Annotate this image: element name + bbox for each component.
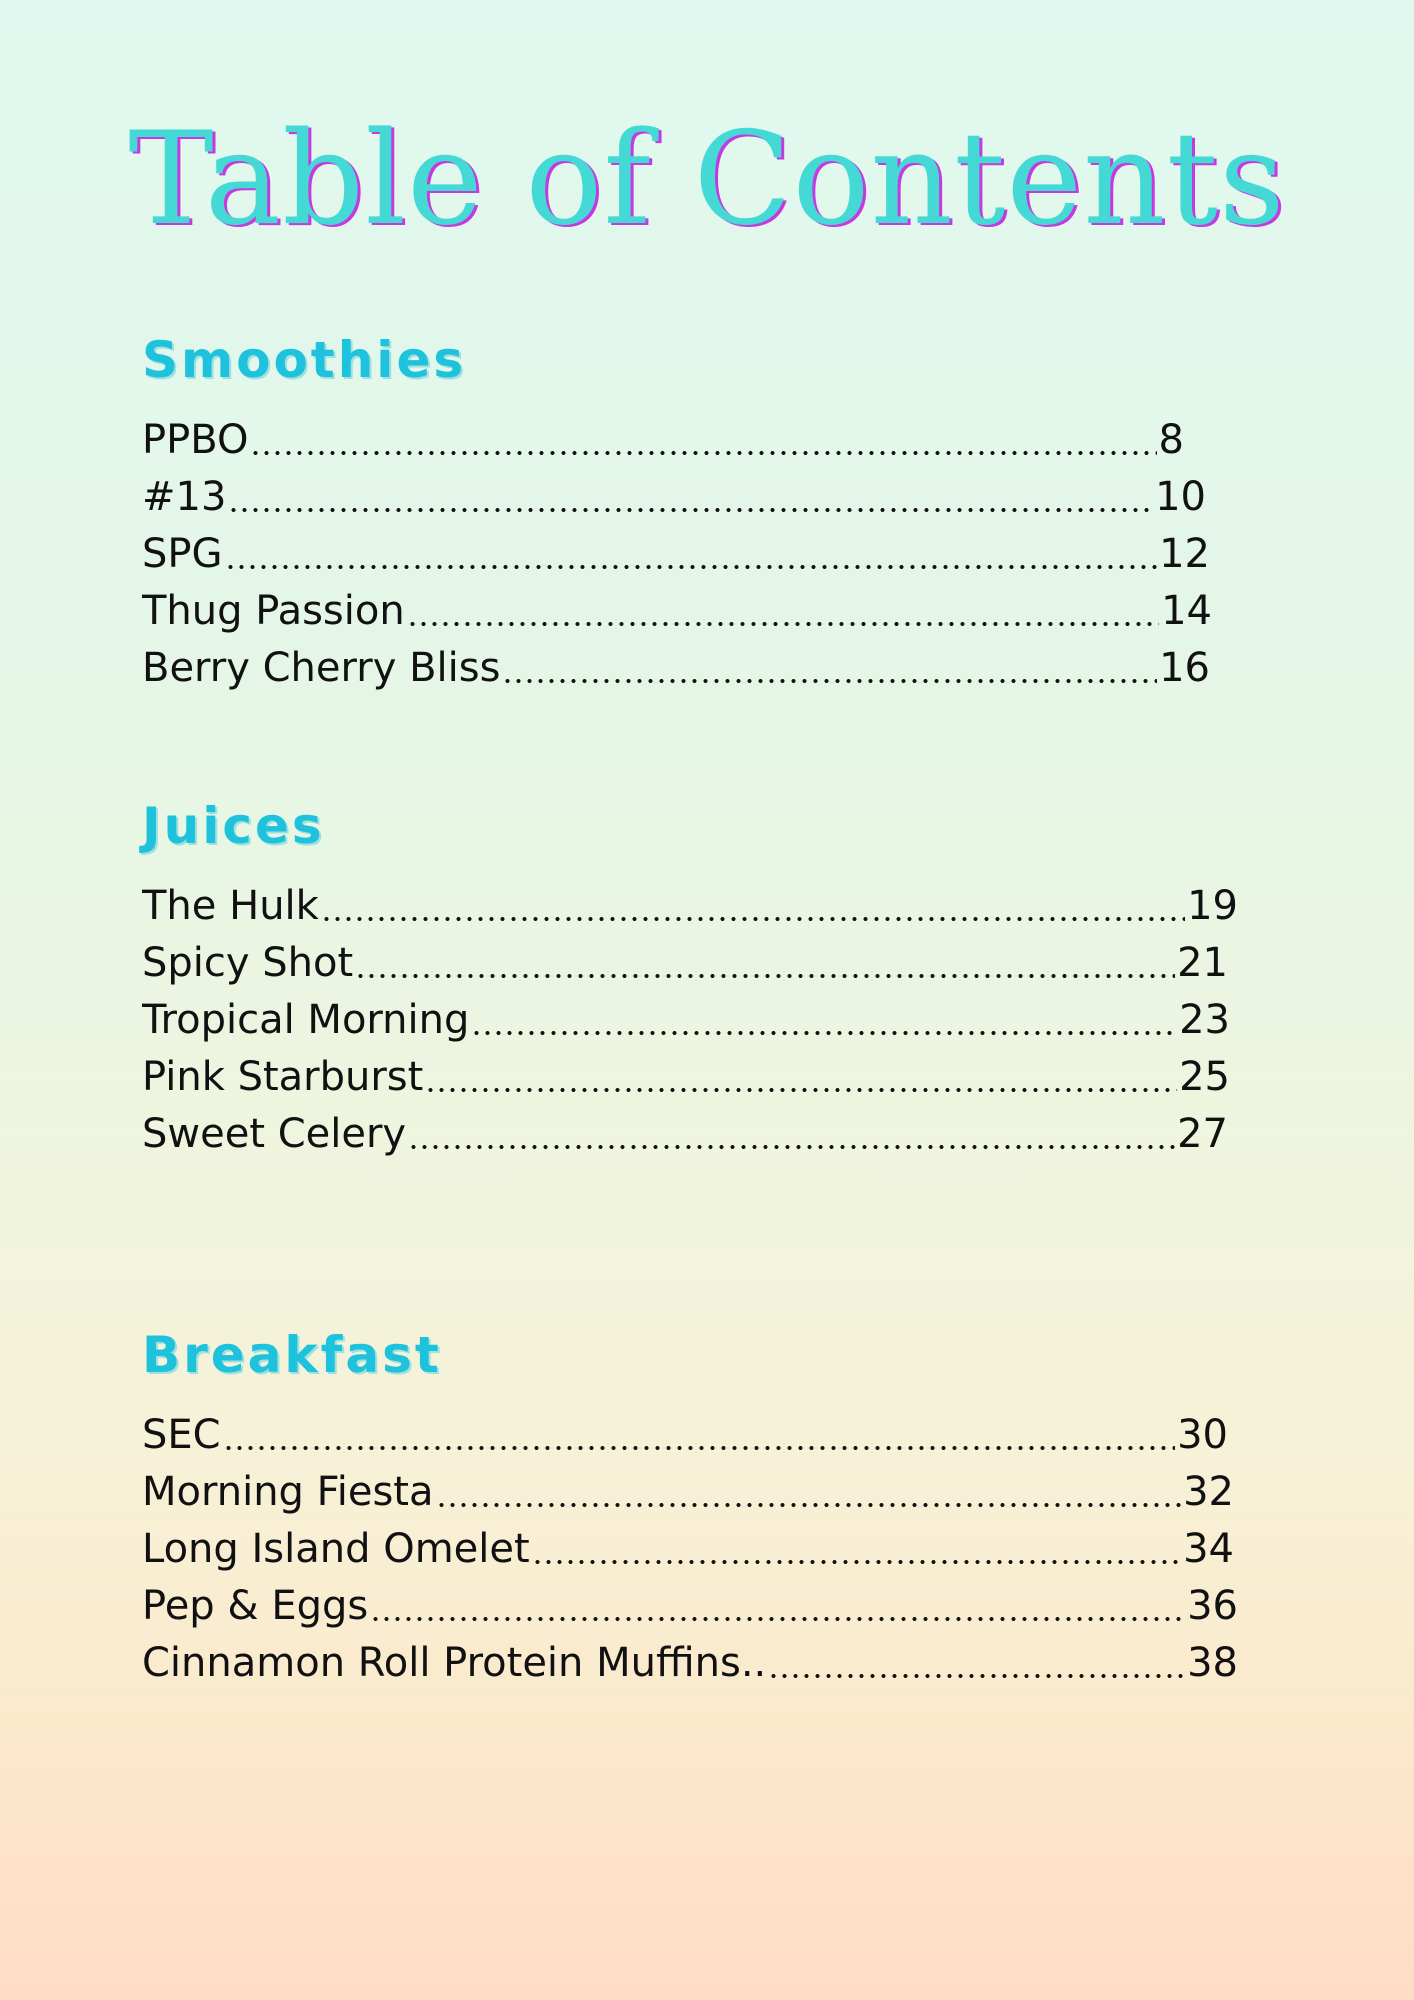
dot-leader [436,1503,1182,1507]
dot-leader [502,679,1157,683]
entry-label: Berry Cherry Bliss [142,645,501,691]
dot-leader [225,565,1158,569]
entry-page-number: 16 [1159,645,1210,691]
toc-entry [142,1049,1242,1106]
toc-entry [142,640,1242,697]
entry-label: #13 [142,474,227,520]
dot-leader [370,1617,1185,1621]
section-smoothies [142,330,1242,697]
entry-page-number: 34 [1183,1526,1234,1572]
entry-page-number: 30 [1177,1412,1228,1458]
dot-leader [321,917,1185,921]
entry-page-number: 36 [1187,1583,1238,1629]
entry-page-number: 25 [1179,1054,1230,1100]
entry-page-number: 27 [1177,1111,1228,1157]
entry-label: SEC [142,1412,221,1458]
entry-page-number: 38 [1187,1640,1238,1686]
page-title: Table of Contents [128,105,1286,254]
entry-page-number: 23 [1179,997,1230,1043]
toc-entry [142,935,1242,992]
entry-page-number: 14 [1161,588,1212,634]
section-breakfast [142,1325,1242,1692]
toc-entry [142,992,1242,1049]
entry-label: Long Island Omelet [142,1526,530,1572]
section-heading: Smoothies [142,331,467,389]
dot-leader [228,508,1153,512]
dot-leader [532,1560,1181,1564]
toc-entry [142,1578,1242,1635]
section-heading: Juices [142,797,325,855]
toc-entry [142,1521,1242,1578]
section-juices [142,796,1242,1163]
entry-label: SPG [142,531,223,577]
toc-entry [142,526,1242,583]
toc-entry [142,1635,1242,1692]
toc-entry [142,878,1242,935]
section-heading: Breakfast [142,1326,442,1384]
dot-leader [407,622,1159,626]
entry-label: Cinnamon Roll Protein Muffins.. [142,1640,767,1686]
entry-label: Pink Starburst [142,1054,424,1100]
entry-label: The Hulk [142,883,319,929]
entry-label: Sweet Celery [142,1111,407,1157]
entry-label: PPBO [142,417,249,463]
entry-page-number: 10 [1155,474,1206,520]
entry-page-number: 19 [1187,883,1238,929]
dot-leader [355,974,1175,978]
entry-label: Spicy Shot [142,940,354,986]
dot-leader [408,1145,1175,1149]
dot-leader [223,1446,1176,1450]
toc-entry [142,1106,1242,1163]
entry-label: Morning Fiesta [142,1469,434,1515]
toc-entry [142,412,1242,469]
dot-leader [425,1088,1177,1092]
toc-entry [142,1407,1242,1464]
entry-label: Thug Passion [142,588,405,634]
dot-leader [471,1031,1177,1035]
entry-page-number: 21 [1177,940,1228,986]
entry-page-number: 8 [1158,417,1184,463]
entry-page-number: 12 [1159,531,1210,577]
dot-leader [768,1674,1185,1678]
entry-page-number: 32 [1183,1469,1234,1515]
toc-entry [142,1464,1242,1521]
toc-entry [142,469,1242,526]
dot-leader [250,451,1156,455]
entry-label: Pep & Eggs [142,1583,369,1629]
entry-label: Tropical Morning [142,997,470,1043]
toc-entry [142,583,1242,640]
